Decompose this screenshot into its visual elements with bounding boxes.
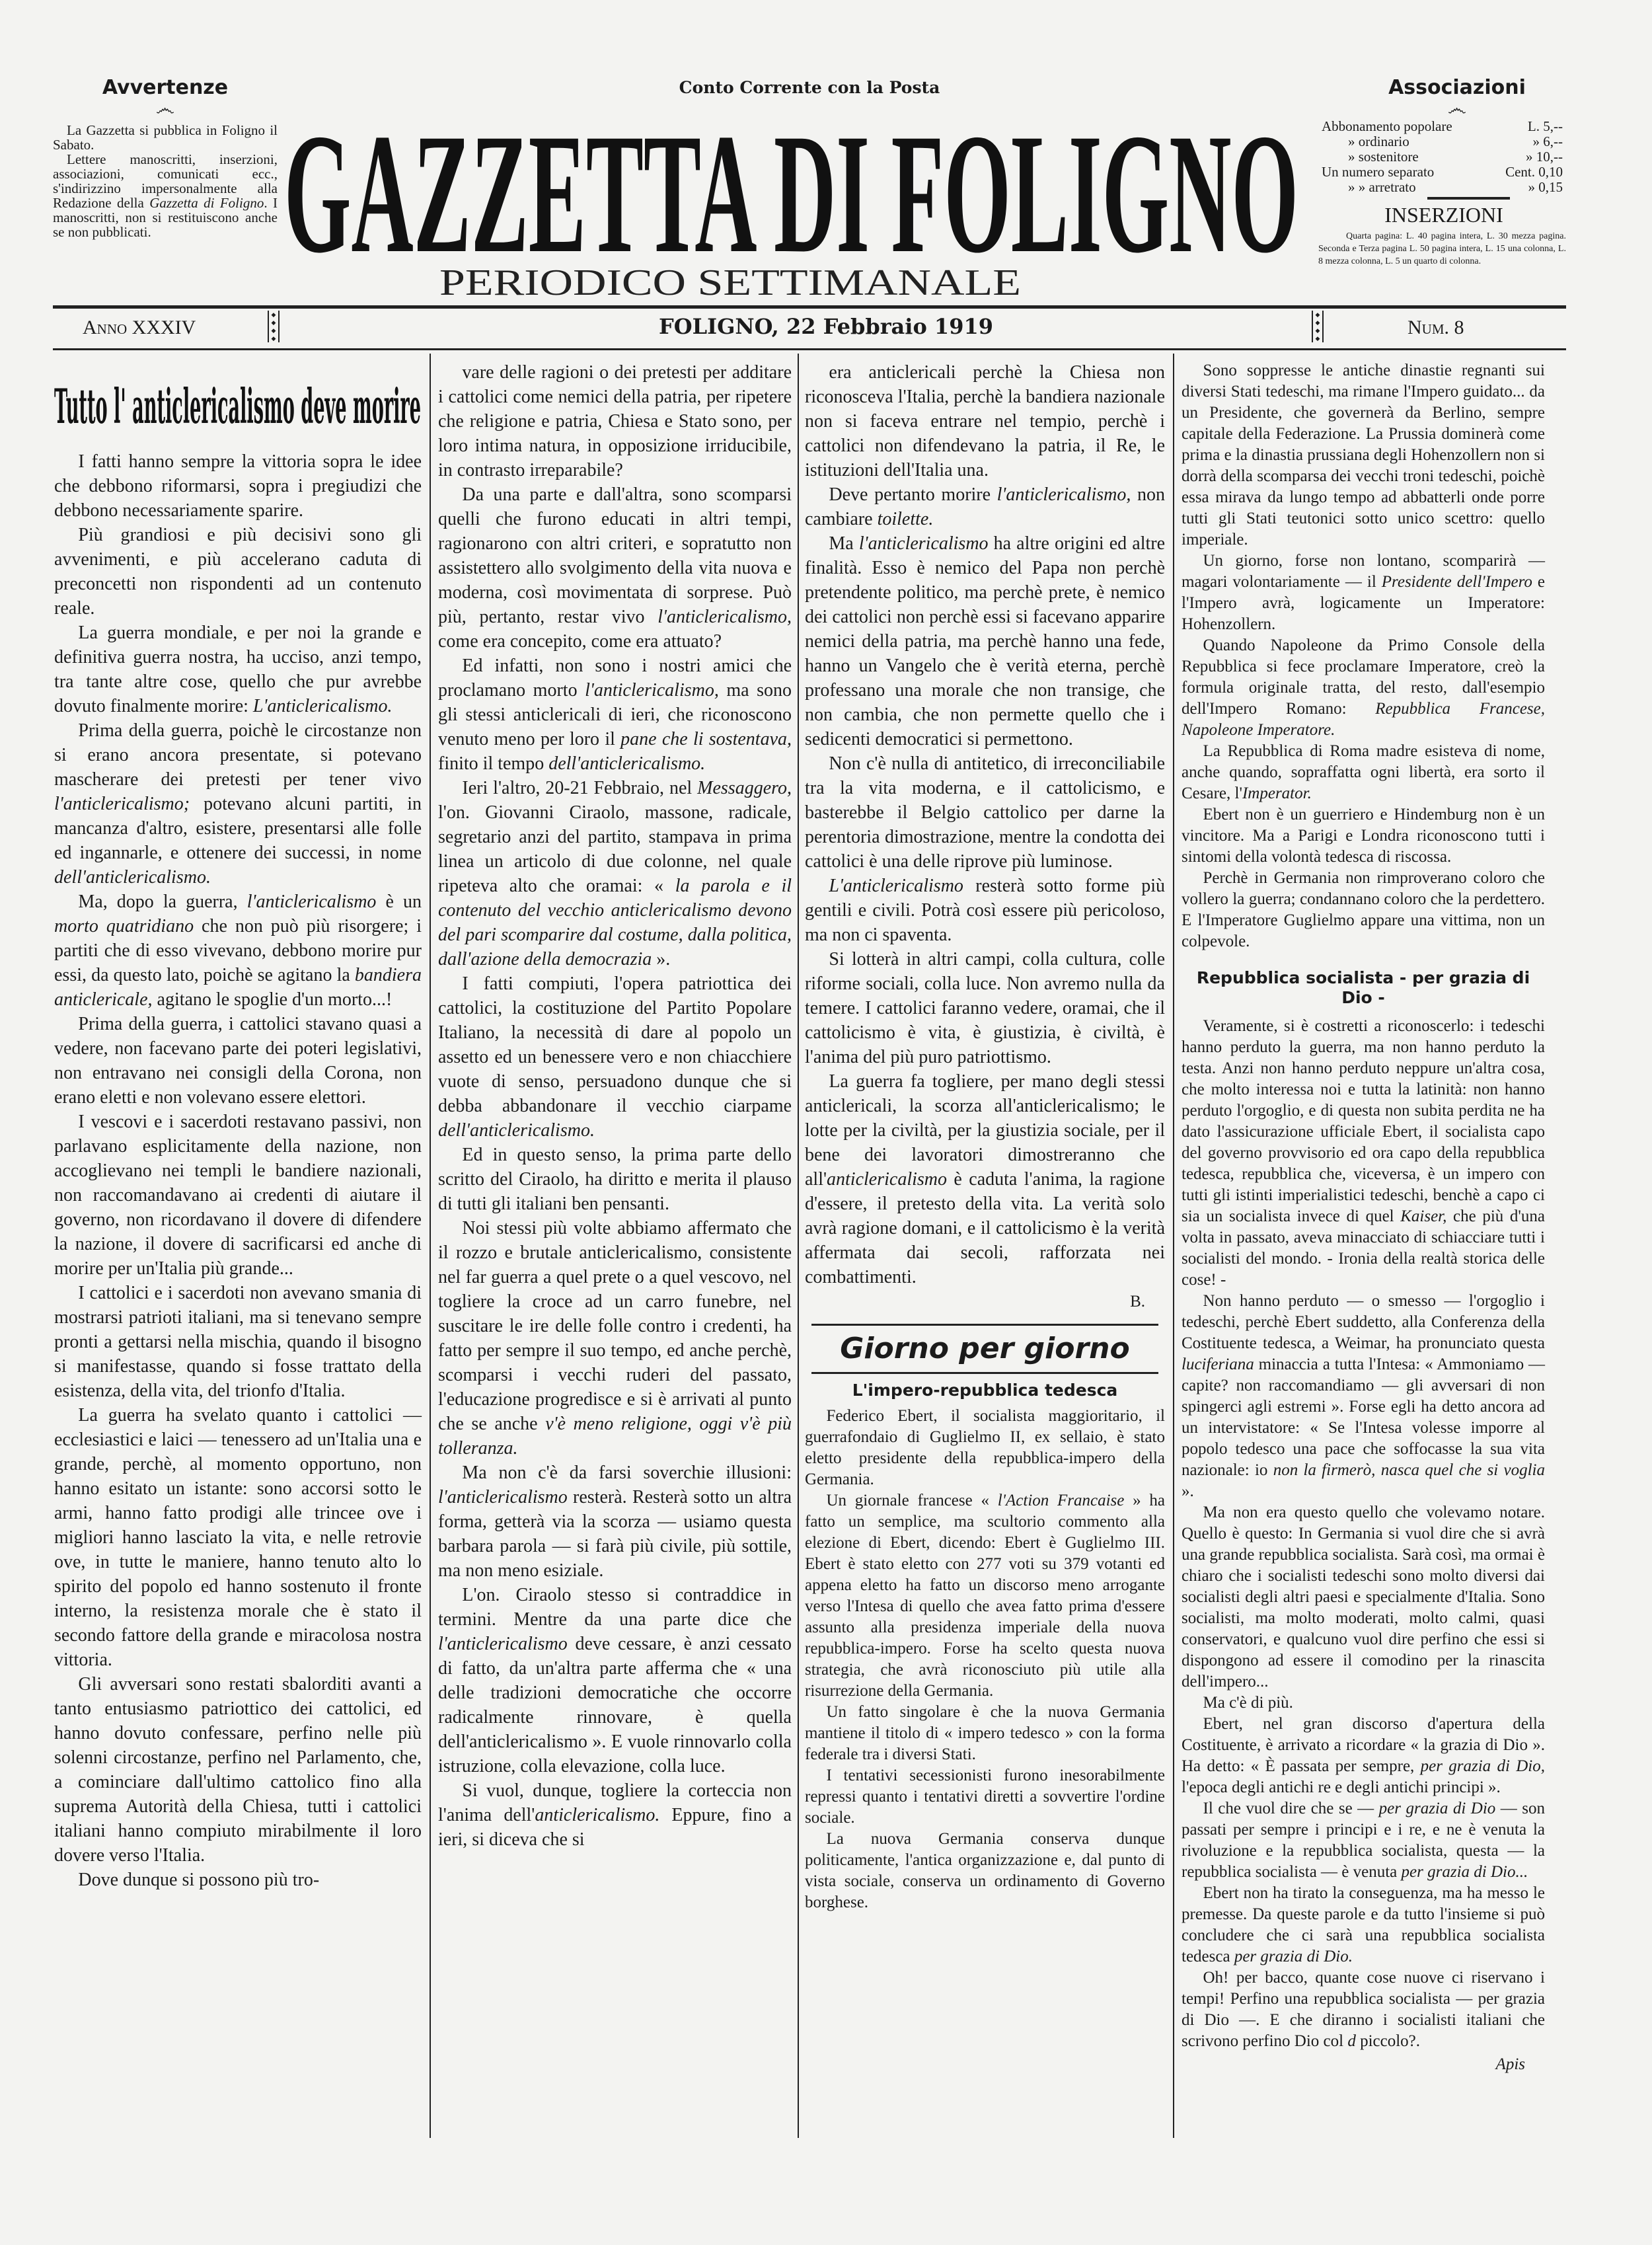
article-headline [54, 373, 424, 436]
paragraph: I tentativi secessionisti furono inesorabilmente repressi quanto i tentativi diretti a sovvertire l'ordine sociale. [805, 1767, 1165, 1827]
giorno-signature: Apis [1495, 2055, 1525, 2073]
paragraph: L'on. Ciraolo stesso si contraddice in termini. Mentre da una parte dice che l'anticlericalismo deve cessare, è anzi cessato di fatto, da un'altra parte afferma che « una delle tradizioni democratiche che occorre radicalmente rinnovare, è quella dell'anticlericalismo ». E vuole rinnovarlo colla istruzione, colla elevazione, colla luce. [438, 1585, 792, 1776]
paragraph: Quando Napoleone da Primo Console della Repubblica si fece proclamare Imperatore, creò la formula originale tratta, del resto, dall'esempio dell'Impero Romano: Repubblica Francese, Napoleone Imperatore. [1182, 636, 1545, 739]
subscription-row [1322, 149, 1563, 165]
paragraph: Ma non c'è da farsi soverchie illusioni: l'anticlericalismo resterà. Resterà sotto un altra forma, getterà via la scorza — usiamo questa barbara parola — si farà più civile, più sottile, ma non meno esiziale. [438, 1463, 792, 1581]
article-signature: B. [1130, 1293, 1145, 1311]
subscription-price: » 6,-- [1532, 133, 1563, 149]
subscription-price: » 10,-- [1526, 149, 1563, 165]
article-headline-text: Tutto l' anticlericalismo deve morire [54, 378, 421, 434]
newspaper-subtitle [439, 263, 1028, 301]
insertions-text: Quarta pagina: L. 40 pagina intera, L. 30 mezza pagina. Seconda e Terza pagina L. 50 pagina intera, L. 15 una colonna, L. 8 mezza colonna, L. 5 un quarto di colonna. [1318, 231, 1566, 266]
subscription-price: » 0,15 [1528, 179, 1563, 195]
paragraph: vare delle ragioni o dei pretesti per additare i cattolici come nemici della patria, per ripetere che religione e patria, Chiesa e Stato sono, per loro intima natura, in opposizione irriducibile, in contrasto irreparabile? [438, 362, 792, 480]
ornament-icon: ෴ [1447, 98, 1467, 120]
paragraph: Dove dunque si possono più tro- [78, 1870, 320, 1890]
paragraph: Oh! per bacco, quante cose nuove ci riservano i tempi! Perfino una repubblica socialista — per grazia di Dio —. E che diranno i socialisti italiani che scrivono perfino Dio col d piccolo?. [1182, 1969, 1545, 2050]
paragraph: Prima della guerra, i cattolici stavano quasi a vedere, non facevano parte dei poteri legislativi, non entravano nei consigli della Corona, non erano eletti e non volevano essere elettori. [54, 1014, 422, 1108]
column-4 [1182, 360, 1545, 2074]
paragraph: L'anticlericalismo resterà sotto forme più gentili e civili. Potrà così essere più pericoloso, ma non ci spaventa. [805, 876, 1165, 945]
conto-corrente-label: Conto Corrente con la Posta [679, 78, 940, 97]
notice-paragraph: La Gazzetta si pubblica in Foligno il Sabato. [53, 122, 278, 153]
paragraph: Si vuol, dunque, togliere la corteccia non l'anima dell'anticlericalismo. Eppure, fino a ieri, si diceva che si [438, 1780, 792, 1850]
issue-number: Num. 8 [1408, 317, 1464, 338]
giorno-column-4 [1182, 360, 1545, 952]
year-label: Anno XXXIV [83, 317, 196, 338]
paragraph: Non c'è nulla di antitetico, di irreconciliabile tra la vita moderna, e il cattolicismo, e basterebbe il Belgio cattolico per darne la perentoria dimostrazione, mentre la condotta dei cattolici è una delle riprove più luminose. [805, 753, 1165, 872]
associazioni-label: Associazioni [1388, 76, 1526, 99]
subscription-label: » ordinario [1348, 133, 1409, 149]
paragraph: Si lotterà in altri campi, colla cultura, colle riforme sociali, colla luce. Non avremo nulla da temere. I cattolici faranno vedere, oramai, che il cattolicismo è vita, è giustizia, è civiltà, è l'anima del più puro patriottismo. [805, 949, 1165, 1067]
insertions-label: INSERZIONI [1384, 203, 1503, 227]
paragraph: I fatti compiuti, l'opera patriottica dei cattolici, la costituzione del Partito Popolare Italiano, la necessità di dare al popolo un assetto ed un benessere vero e non chiacchiere vuote di senso, persuadono dunque che si debba abbandonare il vecchio ciarpame dell'anticlericalismo. [438, 973, 792, 1141]
ornament-icon: ◆ ◆ ◆ ◆ [1312, 311, 1324, 342]
paragraph: Più grandiosi e più decisivi sono gli avvenimenti, e più accelerano caduta di preconcetti non rispondenti ad un contenuto reale. [54, 525, 422, 619]
paragraph: I cattolici e i sacerdoti non avevano smania di mostrarsi patrioti italiani, ma si tenevano sempre pronti a gettarsi nella mischia, quando il bisogno si manifestasse, quando si fosse trattato della esistenza, della vita, del trionfo d'Italia. [54, 1283, 422, 1401]
paragraph: Non hanno perduto — o smesso — l'orgoglio i tedeschi, perchè Ebert suddetto, alla Conferenza della Costituente tedesca, a Weimar, ha pronunciato questa luciferiana minaccia a tutta l'Intesa: « Ammoniamo — capite? non raccomandiamo — gli avversari di non spingerci agli estremi ». Forse egli ha detto ancora ad un intervistatore: « Se l'Intesa volesse imporre al popolo tedesco una pace che soffocasse la sua vita nazionale: io non la firmerò, nasca quel che si voglia ». [1182, 1292, 1545, 1500]
article-column-3 [805, 360, 1165, 1289]
section-heading-giorno: Giorno per giorno [811, 1324, 1158, 1374]
newspaper-title [284, 112, 1302, 261]
column-rule [798, 354, 799, 2138]
newspaper-subtitle-text: PERIODICO SETTIMANALE [439, 263, 1021, 301]
paragraph: Un giornale francese « l'Action Francaise » ha fatto un semplice, ma scultorio commento alla elezione di Ebert, dicendo: Ebert è Guglielmo III. Ebert è stato eletto con 277 voti su 379 votanti ed appena eletto ha fatto un discorso meno arrogante verso l'Intesa di quello che avea fatto prima d'essere assunto alla presidenza imperiale della nuova repubblica-impero. Forse ha scelto questa nuova strategia, che avrà riconosciuto più utile alla risurrezione della Germania. [805, 1492, 1165, 1700]
paragraph: Veramente, si è costretti a riconoscerlo: i tedeschi hanno perduto la guerra, ma non hanno perduto la testa. Anzi non hanno perduto neppure un'altra cosa, che molto interessa noi e tutta la latinità: non hanno perduto l'orgoglio, e di questa non subita perdita ne ha dato l'assicurazione ufficiale Ebert, il socialista capo del governo provvisorio ed ora capo della repubblica tedesca, repubblica che, viceversa, è un impero con tutti gli istinti imperialistici tedeschi, benchè a capo ci sia un socialista invece di quel Kaiser, che più d'una volta in passato, aveva minacciato di schiacciare tutti i socialisti del mondo. - Ironia della realtà storica delle cose! - [1182, 1017, 1545, 1289]
avvertenze-text [53, 123, 278, 239]
subscription-list [1322, 119, 1563, 195]
subscription-row [1322, 165, 1563, 180]
subheading-impero: L'impero-repubblica tedesca [852, 1381, 1118, 1400]
paragraph: Ebert non è un guerriero e Hindemburg non è un vincitore. Ma a Parigi e Londra riconoscono tutti i sintomi della volontà tedesca di riscossa. [1182, 806, 1545, 866]
paragraph: Prima della guerra, poichè le circostanze non si erano ancora presentate, si potevano mascherare dei pretesti per tener vivo l'anticlericalismo; potevano alcuni partiti, in mancanza d'altro, esistere, presentarsi alle folle ed ingannarle, e ottenere dei successi, in nome dell'anticlericalismo. [54, 720, 422, 888]
divider [53, 305, 1566, 309]
paragraph: Ieri l'altro, 20-21 Febbraio, nel Messaggero, l'on. Giovanni Ciraolo, massone, radicale, segretario anzi del partito, stampava in prima linea un articolo di due colonne, nel quale ripeteva alto che oramai: « la parola e il contenuto del vecchio anticlericalismo devono del pari scomparire dal costume, dalla politica, dall'azione della democrazia ». [438, 778, 792, 970]
column-rule [430, 354, 431, 2138]
article-column-2 [438, 360, 792, 1852]
paragraph: La guerra fa togliere, per mano degli stessi anticlericali, la scorza all'anticlericalismo; le lotte per la civiltà, per la giustizia sociale, per il bene dei lavoratori dimostreranno che all'anticlericalismo è caduta l'anima, la ragione d'essere, il pretesto della vita. La verità solo avrà ragione domani, e il cattolicismo è la verità affermata dai secoli, rafforzata nei combattimenti. [805, 1071, 1165, 1287]
paragraph: La guerra ha svelato quanto i cattolici — ecclesiastici e laici — tenessero ad un'Italia una e grande, perchè, al momento opportuno, non hanno esitato un istante: sono accorsi sotto le armi, hanno fatto prodigi alle trincee ove i migliori hanno lasciato la vita, e nelle retrovie ove, in tutte le maniere, hanno tenuto alto lo spirito del popolo ed hanno sostenuto il fronte interno, la resistenza morale che è stato il secondo fattore della grande e miracolosa nostra vittoria. [54, 1405, 422, 1670]
paragraph: La guerra mondiale, e per noi la grande e definitiva guerra nostra, ha ucciso, anzi tempo, tra tante altre cose, quello che pur avrebbe dovuto finalmente morire: L'anticlericalismo. [54, 623, 422, 716]
paragraph: Gli avversari sono restati sbalorditi avanti a tanto entusiasmo patriottico dei cattolici, ed hanno dovuto confessare, perfino nelle più solenni circostanze, perfino nel Parlamento, che, a cominciare dall'ultimo cattolico fino alla suprema Autorità della Chiesa, tutti i cattolici italiani hanno compiuto mirabilmente il loro dovere verso l'Italia. [54, 1674, 422, 1866]
divider [53, 348, 1566, 350]
subscription-label: » » arretrato [1348, 179, 1416, 195]
paragraph: Deve pertanto morire l'anticlericalismo, non cambiare toilette. [805, 484, 1166, 529]
paragraph: Da una parte e dall'altra, sono scomparsi quelli che furono educati in altri tempi, ragionarono con altri criteri, e sopratutto non assistettero allo svolgimento della vita nuova e moderna, così movimentata di sorprese. Può più, pertanto, restar vivo l'anticlericalismo, come era concepito, come era attuato? [438, 484, 792, 652]
column-3 [805, 360, 1165, 1913]
paragraph: La nuova Germania conserva dunque politicamente, l'antica organizzazione e, dal punto di vista sociale, conserva un ordinamento di Governo borghese. [805, 1830, 1165, 1911]
paragraph: Ed in questo senso, la prima parte dello scritto del Ciraolo, ha diritto e merita il plauso di tutti gli italiani ben pensanti. [438, 1145, 792, 1214]
issue-date: FOLIGNO, 22 Febbraio 1919 [659, 314, 993, 339]
subscription-price: Cent. 0,10 [1505, 164, 1563, 180]
newspaper-title-text: GAZZETTA DI FOLIGNO [284, 112, 1298, 261]
subscription-row [1322, 119, 1563, 134]
ornament-icon: ◆ ◆ ◆ ◆ [268, 311, 280, 342]
avvertenze-label: Avvertenze [102, 76, 229, 99]
subscription-label: Un numero separato [1322, 164, 1435, 180]
paragraph: Un fatto singolare è che la nuova Germania mantiene il titolo di « impero tedesco » con la forma federale tra i diversi Stati. [805, 1703, 1165, 1763]
paragraph: Perchè in Germania non rimproverano coloro che vollero la guerra; condannano coloro che la perdettero. E l'Imperatore Guglielmo appare una vittima, non un colpevole. [1182, 869, 1545, 950]
subheading-repubblica: Repubblica socialista - per grazia di Dio - [1196, 968, 1530, 1007]
paragraph: era anticlericali perchè la Chiesa non riconosceva l'Italia, perchè la bandiera nazionale non si faceva entrare nel tempio, perchè i cattolici non difendevano la patria, il Re, le istituzioni dell'Italia una. [805, 362, 1165, 480]
subscription-row [1322, 180, 1563, 195]
subscription-label: Abbonamento popolare [1322, 118, 1452, 134]
notice-paragraph: Lettere manoscritti, inserzioni, associazioni, comunicati ecc., s'indirizzino impersonalmente alla Redazione della Gazzetta di Foligno. I manoscritti, non si restituiscono anche se non pubblicati. [53, 151, 278, 240]
paragraph: La Repubblica di Roma madre esisteva di nome, anche quando, sopraffatta ogni libertà, era sorto il Cesare, l'Imperator. [1182, 742, 1545, 802]
subscription-row [1322, 134, 1563, 149]
paragraph: Ma non era questo quello che volevamo notare. Quello è questo: In Germania si vuol dire che si avrà una grande repubblica socialista. Sarà così, ma ormai è chiaro che i socialisti tedeschi sono molto diversi dai socialisti degli altri paesi e specialmente d'Italia. Sono socialisti, ma molto moderati, molto calmi, quasi conservatori, e qualcuno vuol dire perfino che essi si dispongono ad essere il comodino per la rinascita dell'impero... [1182, 1503, 1545, 1691]
divider [1427, 197, 1510, 200]
giorno-column-4b [1182, 1016, 1545, 2052]
paragraph: Ed infatti, non sono i nostri amici che proclamano morto l'anticlericalismo, ma sono gli stessi anticlericali di ieri, che riconoscono venuto meno per loro il pane che li sostentava, finito il tempo dell'anticlericalismo. [438, 656, 792, 774]
paragraph: Il che vuol dire che se — per grazia di Dio — son passati per sempre i principi e i re, e ne è venuta la rivoluzione e la repubblica socialista, questa — la repubblica socialista — è venuta per grazia di Dio... [1182, 1800, 1545, 1881]
paragraph: Un giorno, forse non lontano, scomparirà — magari volontariamente — il Presidente dell'Impero e l'Impero avrà, logicamente un Imperatore: Hohenzollern. [1182, 552, 1545, 633]
paragraph: I fatti hanno sempre la vittoria sopra le idee che debbono riformarsi, sopra i pregiudizi che debbono necessariamente sparire. [54, 451, 422, 521]
paragraph: Noi stessi più volte abbiamo affermato che il rozzo e brutale anticlericalismo, consistente nel far guerra a quel prete o a quel vescovo, nel togliere la croce ad un carro funebre, nel suscitare le ire delle folle contro i credenti, ha fatto per sempre il suo tempo, ed anche perchè, scomparsi i vecchi ruderi del passato, l'educazione progredisce e si è arrivati al punto che se anche v'è meno religione, oggi v'è più tolleranza. [438, 1218, 792, 1459]
paragraph: Ebert, nel gran discorso d'apertura della Costituente, è arrivato a ricordare « la grazia di Dio ». Ha detto: « È passata per sempre, per grazia di Dio, l'epoca degli antichi re e degli antichi principi ». [1182, 1715, 1545, 1796]
paragraph: Federico Ebert, il socialista maggioritario, il guerrafondaio di Guglielmo II, ex sellaio, è stato eletto presidente della repubblica-impero della Germania. [805, 1407, 1165, 1488]
giorno-column-3 [805, 1406, 1165, 1913]
article-column-1 [54, 449, 422, 1892]
paragraph: Ebert non ha tirato la conseguenza, ma ha messo le premesse. Da queste parole e da tutto l'insieme si può concludere che ci sarà una repubblica socialista tedesca per grazia di Dio. [1182, 1884, 1545, 1965]
subscription-price: L. 5,-- [1527, 118, 1563, 134]
paragraph: I vescovi e i sacerdoti restavano passivi, non parlavano esplicitamente della nazione, non accoglievano nei templi le bandiere nazionali, non raccomandavano ai credenti di aiutare il governo, non ricordavano il dovere di difendere la nazione, il dovere di sacrificarsi ed anche di morire per un'Italia più grande... [54, 1112, 422, 1279]
paragraph: Ma c'è di più. [1203, 1694, 1293, 1712]
column-rule [1173, 354, 1174, 2138]
subscription-label: » sostenitore [1348, 149, 1419, 165]
paragraph: Sono soppresse le antiche dinastie regnanti sui diversi Stati tedeschi, ma rimane l'Impero guidato... da un Presidente, che governerà da Berlino, sempre capitale della Federazione. La Prussia dominerà come prima e la dinastia prussiana degli Hohenzollern non si dorrà della scomparsa dei vecchi troni tedeschi, poichè essa mirava da lungo tempo ad abbatterli onde porre tutti gli Stati teutonici sotto unico scettro: quello imperiale. [1182, 361, 1545, 549]
ornament-icon: ෴ [155, 98, 175, 120]
paragraph: Ma l'anticlericalismo ha altre origini ed altre finalità. Esso è nemico del Papa non perchè pretendente politico, ma perchè prete, è nemico dei cattolici non perchè essi si facevano apparire nemici della patria, ma perchè hanno una fede, hanno un Vangelo che è verità eterna, perchè professano una morale che non transige, che non cambia, che non permette quello che i sedicenti democratici si permettono. [805, 533, 1165, 749]
paragraph: Ma, dopo la guerra, l'anticlericalismo è un morto quatridiano che non può più risorgere; i partiti che di esso vivevano, debbono morire pur essi, da questo lato, poichè se agitano la bandiera anticlericale, agitano le spoglie d'un morto...! [54, 892, 422, 1010]
